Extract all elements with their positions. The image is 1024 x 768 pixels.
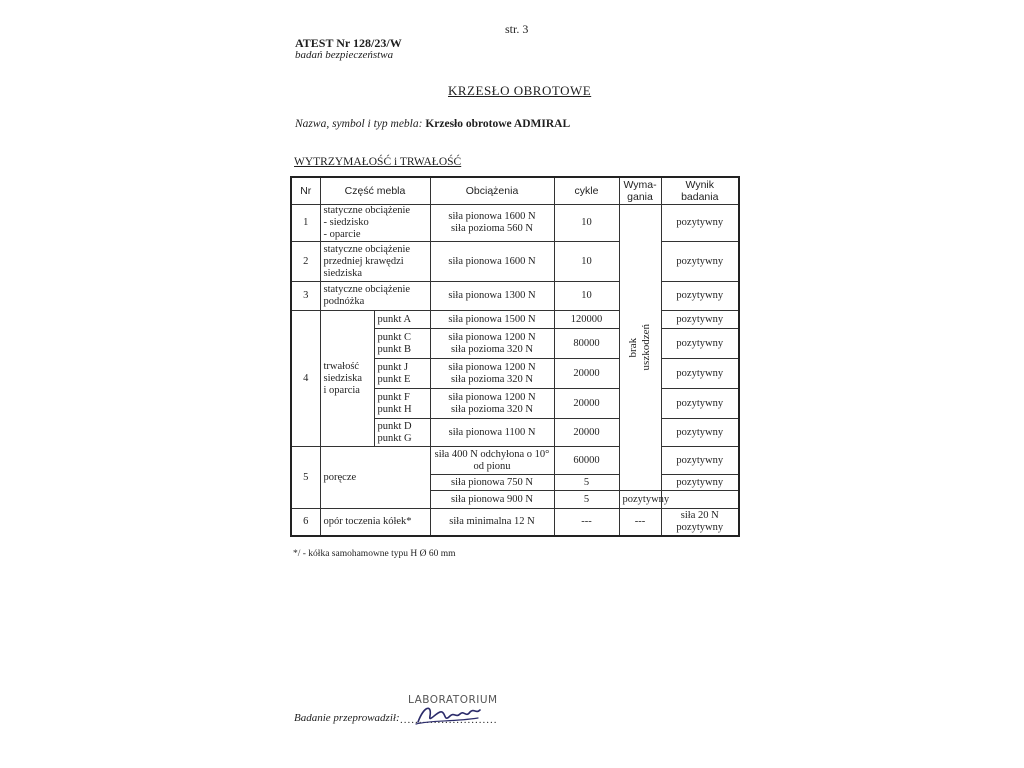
row-result: pozytywny (661, 329, 739, 359)
results-table (290, 176, 740, 537)
row-loads: siła pionowa 1200 N siła pozioma 320 N (430, 329, 554, 359)
table-row (291, 447, 739, 475)
row-nr: 1 (291, 205, 320, 242)
header-nr: Nr (291, 177, 320, 205)
row-loads: siła pionowa 750 N (430, 475, 554, 491)
row-part: poręcze (320, 447, 430, 509)
row-requirements: --- (619, 509, 661, 536)
row-nr: 5 (291, 447, 320, 509)
row-loads: siła pionowa 1100 N (430, 419, 554, 447)
page-number: str. 3 (505, 22, 529, 36)
document-title: KRZESŁO OBROTOWE (448, 83, 592, 98)
row-point: punkt C punkt B (374, 329, 430, 359)
row-cycles: 80000 (554, 329, 619, 359)
row-result: pozytywny (661, 242, 739, 282)
atest-subtitle: badań bezpieczeństwa (295, 49, 394, 61)
product-name-line (295, 118, 570, 130)
row-cycles: 10 (554, 205, 619, 242)
row-nr: 6 (291, 509, 320, 536)
signature-dots: .......................... (400, 714, 498, 726)
signed-by-label: Badanie przeprowadził: (294, 712, 400, 724)
header-requirements: Wyma- gania (619, 177, 661, 205)
row-loads: siła 400 N odchyłona o 10° od pionu (430, 447, 554, 475)
product-label: Nazwa, symbol i typ mebla: (295, 118, 423, 130)
row-result: pozytywny (661, 475, 739, 491)
row-cycles: 20000 (554, 419, 619, 447)
row-cycles: 120000 (554, 311, 619, 329)
row-result: pozytywny (661, 447, 739, 475)
header-result: Wynik badania (661, 177, 739, 205)
row-nr: 3 (291, 282, 320, 311)
handwritten-signature (412, 700, 484, 728)
row-part: statyczne obciążenie podnóżka (320, 282, 430, 311)
row-cycles: --- (554, 509, 619, 536)
row-point: punkt A (374, 311, 430, 329)
row-point: punkt D punkt G (374, 419, 430, 447)
row-loads: siła pionowa 1200 N siła pozioma 320 N (430, 389, 554, 419)
row-loads: siła pionowa 900 N (430, 491, 554, 509)
row-result: pozytywny (661, 389, 739, 419)
row-loads: siła pionowa 1600 N siła pozioma 560 N (430, 205, 554, 242)
row-loads: siła pionowa 1300 N (430, 282, 554, 311)
product-value: Krzesło obrotowe ADMIRAL (425, 118, 571, 130)
row-result: pozytywny (661, 359, 739, 389)
row-result: pozytywny (661, 205, 739, 242)
row-cycles: 20000 (554, 359, 619, 389)
row-result: siła 20 N pozytywny (661, 509, 739, 536)
table-row (291, 205, 739, 242)
atest-title: ATEST Nr 128/23/W (295, 36, 402, 50)
header-loads: Obciążenia (430, 177, 554, 205)
row-part: opór toczenia kółek* (320, 509, 430, 536)
header-part: Część mebla (320, 177, 430, 205)
requirements-merged-cell: brak uszkodzeń (619, 205, 661, 491)
row-result: pozytywny (619, 491, 661, 509)
row-result: pozytywny (661, 419, 739, 447)
row-cycles: 60000 (554, 447, 619, 475)
table-row (291, 311, 739, 329)
table-row (291, 509, 739, 536)
row-loads: siła minimalna 12 N (430, 509, 554, 536)
row-loads: siła pionowa 1500 N (430, 311, 554, 329)
footnote: */ - kółka samohamowne typu H Ø 60 mm (293, 549, 456, 559)
table-row (291, 282, 739, 311)
row-point: punkt F punkt H (374, 389, 430, 419)
row-part: statyczne obciążenie - siedzisko - oparcie (320, 205, 430, 242)
header-cycles: cykle (554, 177, 619, 205)
row-part: trwałość siedziska i oparcia (320, 311, 374, 447)
row-result: pozytywny (661, 311, 739, 329)
table-header-row (291, 177, 739, 205)
row-cycles: 20000 (554, 389, 619, 419)
row-loads: siła pionowa 1600 N (430, 242, 554, 282)
row-result: pozytywny (661, 282, 739, 311)
table-row (291, 242, 739, 282)
row-point: punkt J punkt E (374, 359, 430, 389)
row-cycles: 10 (554, 242, 619, 282)
laboratory-stamp: LABORATORIUM (408, 694, 498, 706)
row-part: statyczne obciążenie przedniej krawędzi siedziska (320, 242, 430, 282)
row-cycles: 10 (554, 282, 619, 311)
section-title: WYTRZYMAŁOŚĆ i TRWAŁOŚĆ (294, 156, 462, 168)
row-nr: 4 (291, 311, 320, 447)
row-cycles: 5 (554, 491, 619, 509)
row-cycles: 5 (554, 475, 619, 491)
row-loads: siła pionowa 1200 N siła pozioma 320 N (430, 359, 554, 389)
row-nr: 2 (291, 242, 320, 282)
